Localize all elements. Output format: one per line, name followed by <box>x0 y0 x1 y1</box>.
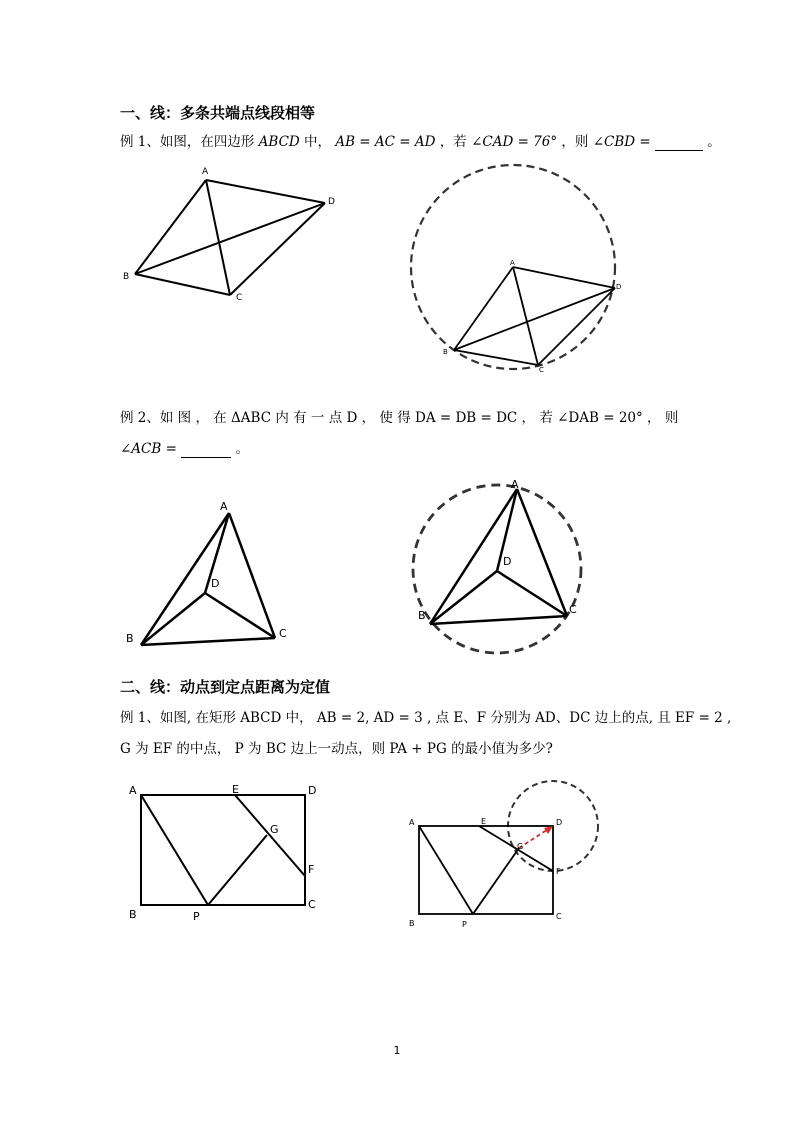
segment-CD <box>230 203 325 295</box>
label-P: P <box>462 920 467 929</box>
label-A: A <box>202 167 209 177</box>
ex2-end: 。 <box>231 441 250 457</box>
segment-BC <box>135 274 230 295</box>
label-E: E <box>481 817 487 826</box>
label-C: C <box>569 603 577 616</box>
section-1-heading: 一、线：多条共端点线段相等 <box>120 104 316 122</box>
example-2-line-1: 例 2、如 图 ， 在 ΔABC 内 有 一 点 D ， 使 得 DA = DB = DC ， 若 ∠DAB = 20° ， 则 <box>120 410 679 426</box>
example-2-line-2 <box>120 437 249 458</box>
label-A: A <box>510 259 515 267</box>
label-A: A <box>220 500 228 513</box>
segment-AC <box>206 180 230 295</box>
segment-AP <box>141 795 208 905</box>
ex1-ask: ∠CBD = <box>592 134 655 150</box>
label-P: P <box>193 910 200 923</box>
label-D: D <box>616 283 622 291</box>
segment-BC <box>430 616 567 624</box>
segment-AC <box>517 489 567 616</box>
segment-BD <box>135 203 325 274</box>
label-B: B <box>418 609 426 622</box>
segment-BC <box>141 638 275 645</box>
segment-DC <box>205 593 275 638</box>
label-E: E <box>232 783 239 796</box>
section-2-example-line-2: G 为 EF 的中点， P 为 BC 边上一动点，则 PA + PG 的最小值为多少? <box>120 741 553 757</box>
ex1-prefix: 例 1、如图，在四边形 <box>120 134 259 150</box>
ex1-sep: ，若 <box>435 134 472 150</box>
answer-blank <box>181 441 231 458</box>
segment-AD <box>513 267 615 288</box>
label-B: B <box>123 272 130 282</box>
segment-EF <box>479 826 553 871</box>
label-D: D <box>211 577 220 590</box>
label-C: C <box>556 912 562 921</box>
section-2-example-line-1: 例 1、如图, 在矩形 ABCD 中， AB = 2, AD = 3 , 点 E、F 分别为 AD、DC 边上的点, 且 EF = 2 , <box>120 710 732 726</box>
ex1-end: 。 <box>702 134 721 150</box>
label-B: B <box>443 348 448 356</box>
page-number: 1 <box>393 1044 401 1057</box>
label-D: D <box>503 555 512 568</box>
segment-DB <box>141 593 205 645</box>
label-B: B <box>409 919 415 928</box>
label-A: A <box>129 784 137 797</box>
segment-PG <box>473 848 519 914</box>
segment-PG <box>208 835 267 905</box>
label-B: B <box>129 908 137 921</box>
segment-DC <box>497 571 567 616</box>
answer-blank <box>655 134 703 151</box>
segment-CD <box>538 288 615 365</box>
label-C: C <box>236 293 243 303</box>
section-2-heading: 二、线：动点到定点距离为定值 <box>120 678 331 696</box>
figure-4-circle-triangle <box>405 475 595 665</box>
label-A: A <box>409 818 415 827</box>
label-C: C <box>279 627 287 640</box>
ex1-then: ，则 <box>557 134 593 150</box>
label-F: F <box>556 867 561 876</box>
arrow-head <box>544 826 553 834</box>
label-F: F <box>308 863 315 876</box>
label-G: G <box>517 842 524 851</box>
ex1-mid: 中， <box>299 134 336 150</box>
label-B: B <box>126 632 134 645</box>
figure-1-quadrilateral <box>110 160 350 310</box>
segment-AB <box>454 267 513 350</box>
figure-3-triangle <box>115 495 305 655</box>
label-C: C <box>539 366 544 374</box>
example-1-text <box>120 130 721 151</box>
label-D: D <box>328 197 335 207</box>
figure-6-rectangle-circle <box>405 775 605 935</box>
ex1-angle: ∠CAD = 76° <box>471 134 558 150</box>
segment-AP <box>419 826 473 914</box>
label-D: D <box>308 784 317 797</box>
figure-5-rectangle <box>125 780 330 925</box>
segment-AD <box>206 180 325 203</box>
ex1-condition: AB = AC = AD <box>335 134 436 150</box>
ex2-ask: ∠ACB = <box>120 441 182 457</box>
segment-AC <box>513 267 538 365</box>
ex1-quad: ABCD <box>258 134 300 150</box>
label-G: G <box>270 823 279 836</box>
label-C: C <box>308 898 316 911</box>
label-D: D <box>556 818 563 827</box>
segment-BD <box>454 288 615 350</box>
figure-2-circle-quadrilateral <box>405 160 625 380</box>
segment-AC <box>229 513 275 638</box>
label-A: A <box>511 478 519 491</box>
segment-DB <box>430 571 497 624</box>
